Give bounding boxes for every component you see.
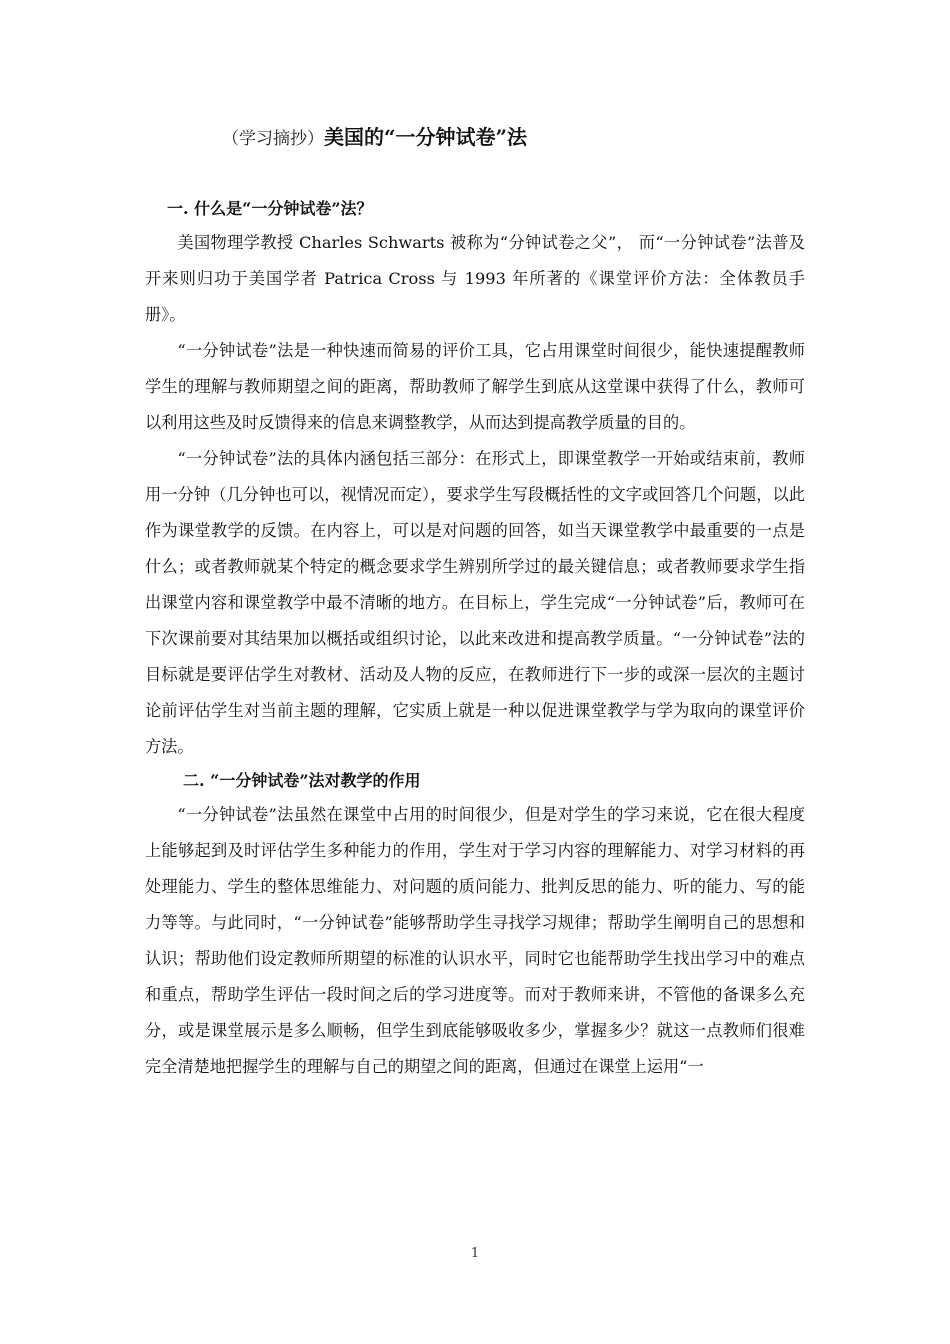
paragraph: 美国物理学教授 Charles Schwarts 被称为“分钟试卷之父”， 而“一分钟试卷”法普及开来则归功于美国学者 Patrica Cross 与 1993 年所著的《课堂评价方法：全体教员手册》。 [145,233,805,324]
document-title [222,121,527,150]
paragraph: “一分钟试卷”法的具体内涵包括三部分：在形式上，即课堂教学一开始或结束前，教师用一分钟（几分钟也可以，视情况而定），要求学生写段概括性的文字或回答几个问题，以此作为课堂教学的反馈。在内容上，可以是对问题的回答，如当天课堂教学中最重要的一点是什么；或者教师就某个特定的概念要求学生辨别所学过的最关键信息；或者教师要求学生指出课堂内容和课堂教学中最不清晰的地方。在目标上，学生完成“一分钟试卷”后，教师可在下次课前要对其结果加以概括或组织讨论，以此来改进和提高教学质量。“一分钟试卷”法的目标就是要评估学生对教材、活动及人物的反应，在教师进行下一步的或深一层次的主题讨论前评估学生对当前主题的理解，它实质上就是一种以促进课堂教学与学为取向的课堂评价方法。 [145,449,805,756]
section-heading-1: 一. 什么是“一分钟试卷”法？ [167,199,373,218]
paragraph: “一分钟试卷”法虽然在课堂中占用的时间很少，但是对学生的学习来说，它在很大程度上能够起到及时评估学生多种能力的作用，学生对于学习内容的理解能力、对学习材料的再处理能力、学生的整体思维能力、对问题的质问能力、批判反思的能力、听的能力、写的能力等等。与此同时，“一分钟试卷”能够帮助学生寻找学习规律；帮助学生阐明自己的思想和认识；帮助他们设定教师所期望的标准的认识水平，同时它也能帮助学生找出学习中的难点和重点，帮助学生评估一段时间之后的学习进度等。而对于教师来讲，不管他的备课多么充分，或是课堂展示是多么顺畅，但学生到底能够吸收多少，掌握多少？就这一点教师们很难完全清楚地把握学生的理解与自己的期望之间的距离，但通过在课堂上运用“一 [145,805,805,1076]
document-body [145,193,805,1085]
section-heading-2: 二. “一分钟试卷”法对教学的作用 [183,771,421,790]
title-prefix: （学习摘抄） [222,129,324,149]
page-number: 1 [470,1246,480,1261]
title-main: 美国的“一分钟试卷”法 [324,125,528,149]
paragraph: “一分钟试卷”法是一种快速而简易的评价工具，它占用课堂时间很少，能快速提醒教师学生的理解与教师期望之间的距离，帮助教师了解学生到底从这堂课中获得了什么，教师可以利用这些及时反馈得来的信息来调整教学，从而达到提高教学质量的目的。 [145,341,805,432]
